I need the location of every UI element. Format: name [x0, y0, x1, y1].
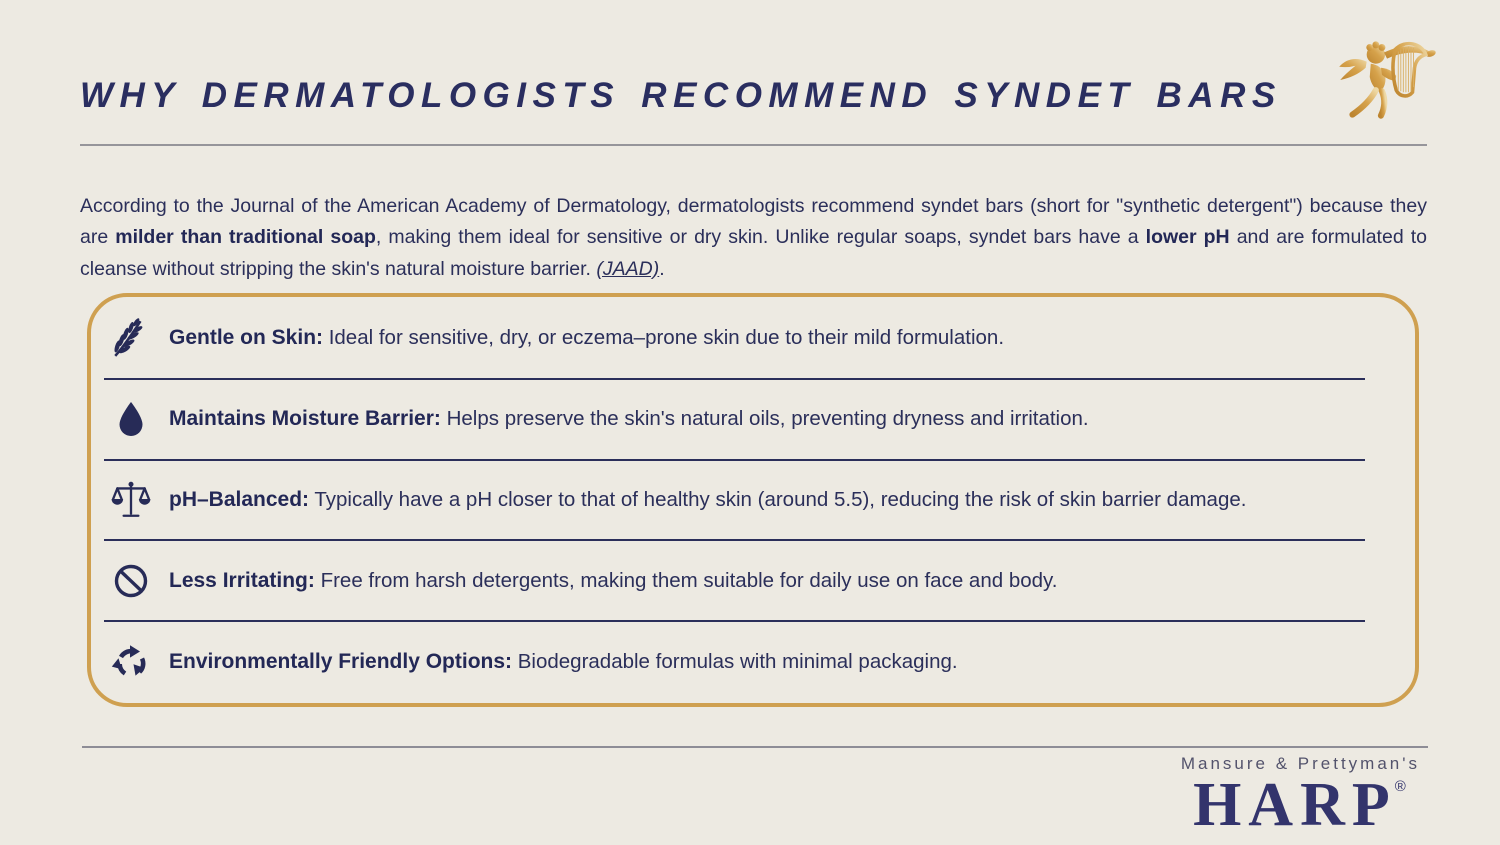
jaad-link[interactable]: (JAAD): [596, 257, 660, 280]
feature-label: Less Irritating:: [169, 568, 315, 592]
feature-label: Maintains Moisture Barrier:: [169, 407, 441, 431]
balance-scale-icon: [109, 478, 153, 522]
footer-divider: [82, 746, 1428, 748]
intro-text-3: and are formulated to cleanse without stripping the skin's natural moisture barrier.: [80, 226, 1427, 280]
page-title: WHY DERMATOLOGISTS RECOMMEND SYNDET BARS: [80, 76, 1282, 115]
brand-name: HARP: [1193, 771, 1397, 839]
feature-description: Helps preserve the skin's natural oils, preventing dryness and irritation.: [440, 407, 1089, 431]
feature-text: [169, 650, 958, 674]
intro-text-1: According to the Journal of the American Academy of Dermatology, dermatologists recommend syndet bars (short for "synthetic detergent") because they are: [80, 194, 1427, 248]
intro-paragraph: [80, 191, 1427, 286]
brand-logo: [1181, 754, 1420, 837]
feature-description: Biodegradable formulas with minimal packaging.: [512, 649, 958, 673]
feature-label: Environmentally Friendly Options:: [169, 649, 513, 673]
intro-bold-lower-ph: lower pH: [1145, 226, 1230, 248]
feature-text: [169, 326, 1004, 350]
feature-label: pH–Balanced:: [169, 487, 310, 511]
water-drop-icon: [109, 397, 153, 441]
feature-row-gentle: [91, 299, 1415, 378]
brand-tagline: Mansure & Prettyman's: [1180, 754, 1420, 773]
feature-row-eco: [91, 622, 1415, 701]
feature-text: [169, 488, 1246, 512]
no-sign-icon: [109, 559, 153, 603]
feature-label: Gentle on Skin:: [169, 326, 324, 350]
feature-description: Ideal for sensitive, dry, or eczema–prone skin due to their mild formulation.: [323, 326, 1005, 350]
feature-text: [169, 569, 1057, 593]
title-underline: [80, 144, 1427, 146]
feature-row-moisture: [91, 380, 1415, 459]
cherub-harp-icon: [1328, 34, 1440, 126]
feature-description: Typically have a pH closer to that of healthy skin (around 5.5), reducing the risk of skin barrier damage.: [309, 487, 1247, 511]
feature-row-irritating: [91, 541, 1415, 620]
feature-box: [87, 293, 1419, 707]
feature-text: [169, 407, 1089, 431]
intro-period: .: [659, 257, 665, 280]
intro-text-2: , making them ideal for sensitive or dry skin. Unlike regular soaps, syndet bars have a: [375, 226, 1146, 248]
feature-row-ph: [91, 461, 1415, 540]
intro-bold-milder: milder than traditional soap: [115, 226, 376, 248]
recycle-icon: [109, 640, 153, 684]
leaf-branch-icon: [109, 316, 153, 360]
registered-mark-icon: ®: [1394, 778, 1406, 795]
feature-description: Free from harsh detergents, making them suitable for daily use on face and body.: [314, 568, 1058, 592]
